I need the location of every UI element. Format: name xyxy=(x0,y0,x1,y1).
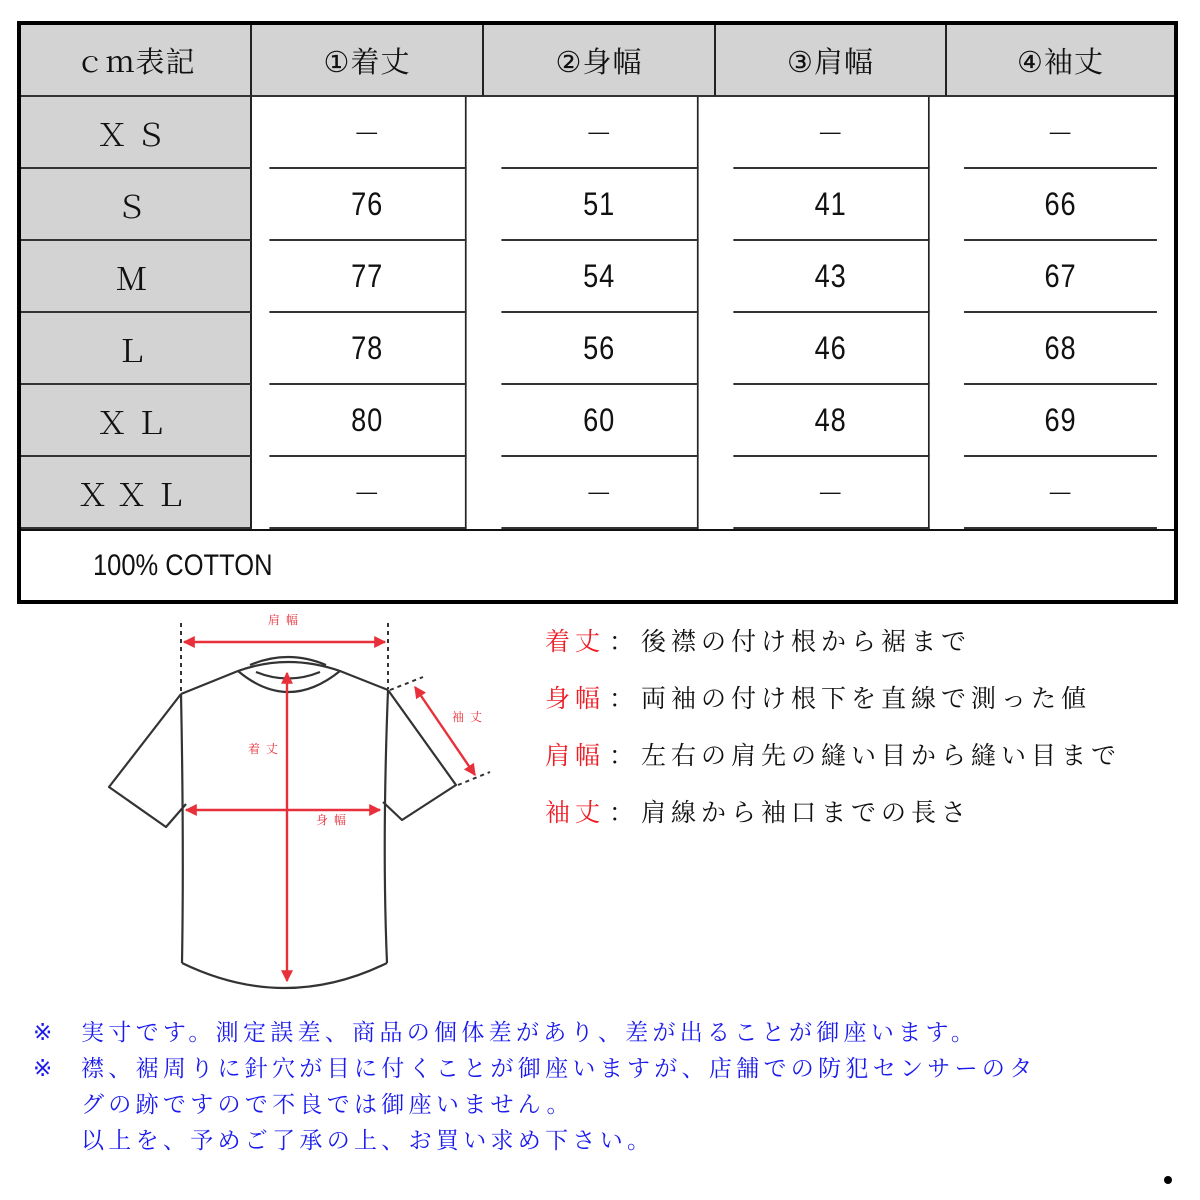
note-mark-icon: ※ xyxy=(33,1056,57,1082)
legend-colon: ： xyxy=(609,627,640,656)
legend-desc: 両袖の付け根下を直線で測った値 xyxy=(641,684,1092,713)
table-cell: － xyxy=(269,97,466,169)
legend-item-body-width xyxy=(545,679,1121,736)
legend-desc: 左右の肩先の縫い目から縫い目まで xyxy=(641,741,1122,770)
legend-item-body-length xyxy=(545,622,1121,679)
note-line xyxy=(33,1015,1037,1051)
header-shoulder-width: ③肩幅 xyxy=(716,25,947,97)
size-label-m: Ｍ xyxy=(21,241,252,313)
material-row xyxy=(21,529,1174,600)
legend-colon: ： xyxy=(609,741,640,770)
label-shoulder-width: 肩幅 xyxy=(268,613,305,627)
note-line xyxy=(33,1087,1037,1123)
legend-item-shoulder-width xyxy=(545,736,1121,793)
table-cell: － xyxy=(501,457,698,529)
table-cell: 41 xyxy=(733,169,929,241)
size-label-l: Ｌ xyxy=(21,313,252,385)
legend-term: 袖丈 xyxy=(545,798,606,827)
size-label-s: Ｓ xyxy=(21,169,252,241)
note-text: 襟、裾周りに針穴が目に付くことが御座いますが、店舗での防犯センサーのタ xyxy=(81,1056,1037,1082)
table-cell: － xyxy=(964,457,1157,529)
measurement-legend xyxy=(545,622,1121,850)
table-cell: 68 xyxy=(964,313,1157,385)
header-sleeve-length: ④袖丈 xyxy=(947,25,1174,97)
label-body-length: 着丈 xyxy=(248,742,285,756)
legend-term: 肩幅 xyxy=(545,741,606,770)
table-cell: 76 xyxy=(269,169,466,241)
table-cell: 46 xyxy=(733,313,929,385)
table-cell: 77 xyxy=(269,241,466,313)
table-cell: － xyxy=(964,97,1157,169)
size-label-xxl: ＸＸＬ xyxy=(21,457,252,529)
header-body-length: ①着丈 xyxy=(252,25,484,97)
note-text: 以上を、予めご了承の上、お買い求め下さい。 xyxy=(81,1128,655,1154)
tshirt-outline-icon xyxy=(90,605,530,1000)
size-grid xyxy=(21,25,1174,529)
table-cell: 54 xyxy=(501,241,698,313)
legend-colon: ： xyxy=(609,798,640,827)
legend-colon: ： xyxy=(609,684,640,713)
header-unit: ｃｍ表記 xyxy=(21,25,252,97)
table-cell: 67 xyxy=(964,241,1157,313)
legend-item-sleeve-length xyxy=(545,793,1121,850)
table-cell: － xyxy=(733,457,929,529)
table-cell: 56 xyxy=(501,313,698,385)
table-cell: 69 xyxy=(964,385,1157,457)
bullet-dot-icon xyxy=(1164,1176,1172,1184)
header-body-width: ②身幅 xyxy=(484,25,716,97)
note-mark-icon: ※ xyxy=(33,1020,57,1046)
table-cell: － xyxy=(501,97,698,169)
disclaimer-notes xyxy=(33,1015,1037,1159)
note-line xyxy=(33,1123,1037,1159)
table-cell: 51 xyxy=(501,169,698,241)
note-line xyxy=(33,1051,1037,1087)
table-cell: 66 xyxy=(964,169,1157,241)
table-cell: 80 xyxy=(269,385,466,457)
size-table xyxy=(17,21,1178,604)
legend-desc: 肩線から袖口までの長さ xyxy=(641,798,972,827)
note-text: グの跡ですので不良では御座いません。 xyxy=(81,1092,574,1118)
label-sleeve-length: 袖丈 xyxy=(452,710,489,724)
note-text: 実寸です。測定誤差、商品の個体差があり、差が出ることが御座います。 xyxy=(81,1020,979,1046)
table-cell: 48 xyxy=(733,385,929,457)
table-cell: 78 xyxy=(269,313,466,385)
size-label-xs: ＸＳ xyxy=(21,97,252,169)
legend-desc: 後襟の付け根から裾まで xyxy=(641,627,972,656)
legend-term: 身幅 xyxy=(545,684,606,713)
legend-term: 着丈 xyxy=(545,627,606,656)
label-body-width: 身幅 xyxy=(316,813,353,827)
size-label-xl: ＸＬ xyxy=(21,385,252,457)
tshirt-measurement-diagram xyxy=(90,605,530,1000)
table-cell: 60 xyxy=(501,385,698,457)
table-cell: 43 xyxy=(733,241,929,313)
table-cell: － xyxy=(733,97,929,169)
material-text: 100% COTTON xyxy=(93,548,273,582)
table-cell: － xyxy=(269,457,466,529)
